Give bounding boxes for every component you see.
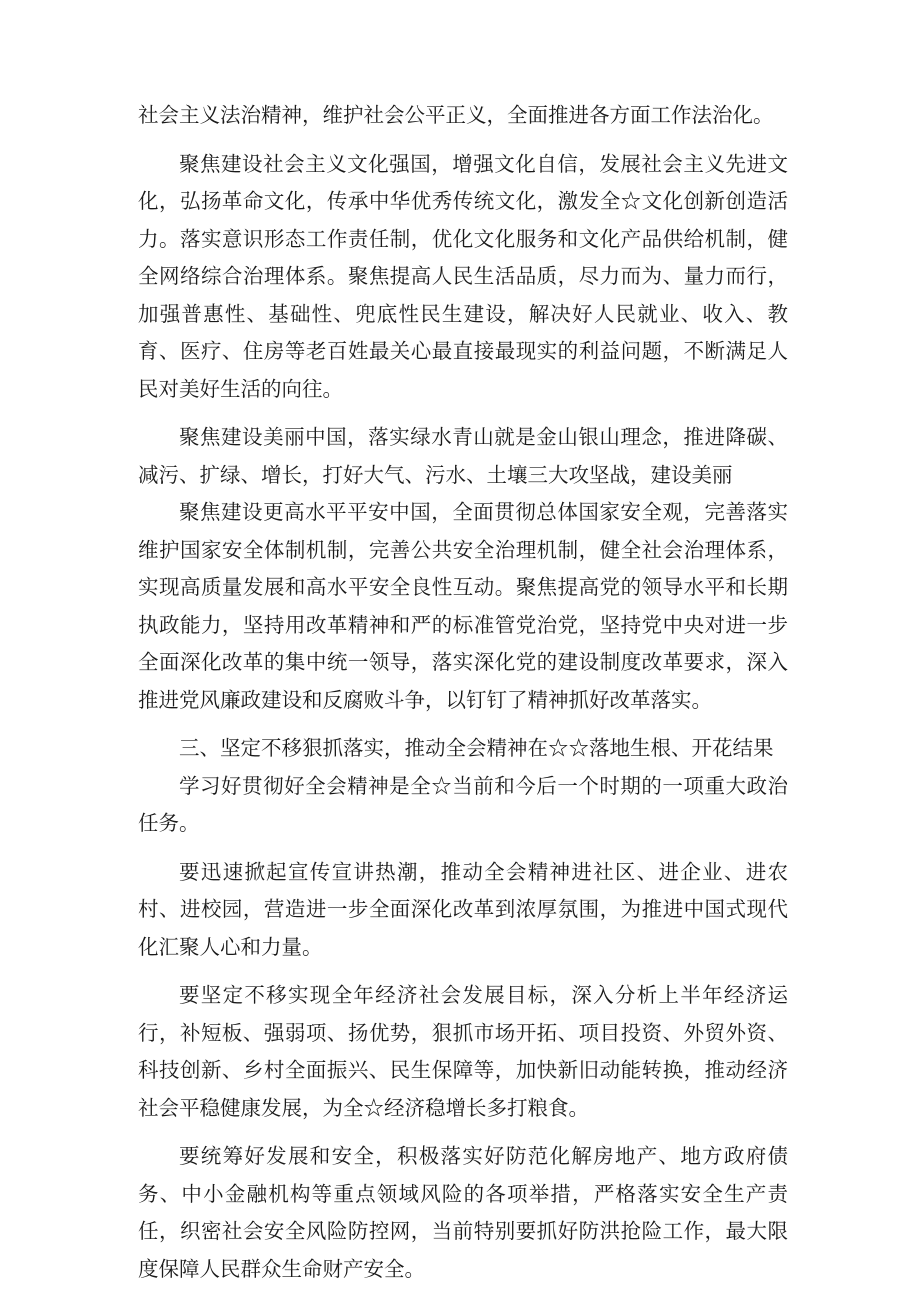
paragraph: 学习好贯彻好全会精神是全☆当前和今后一个时期的一项重大政治任务。 — [138, 773, 788, 835]
paragraph: 聚焦建设社会主义文化强国，增强文化自信，发展社会主义先进文化，弘扬革命文化，传承中华优秀传统文化，激发全☆文化创新创造活力。落实意识形态工作责任制，优化文化服务和文化产品供给机制，健全网络综合治理体系。聚焦提高人民生活品质，尽力而为、量力而行，加强普惠性、基础性、兜底性民生建设，解决好人民就业、收入、教育、医疗、住房等老百姓最关心最直接最现实的利益问题，不断满足人民对美好生活的向往。 — [138, 151, 788, 401]
section-heading: 三、坚定不移狠抓落实，推动全会精神在☆☆落地生根、开花结果 — [179, 736, 774, 760]
paragraph: 社会主义法治精神，维护社会公平正义，全面推进各方面工作法治化。 — [138, 103, 774, 127]
paragraph: 聚焦建设更高水平平安中国，全面贯彻总体国家安全观，完善落实维护国家安全体制机制，完善公共安全治理机制，健全社会治理体系，实现高质量发展和高水平安全良性互动。聚焦提高党的领导水平和长期执政能力，坚持用改革精神和严的标准管党治党，坚持党中央对进一步全面深化改革的集中统一领导，落实深化党的建设制度改革要求，深入推进党风廉政建设和反腐败斗争，以钉钉了精神抓好改革落实。 — [138, 500, 788, 712]
paragraph: 要迅速掀起宣传宣讲热潮，推动全会精神进社区、进企业、进农村、进校园，营造进一步全面深化改革到浓厚氛围，为推进中国式现代化汇聚人心和力量。 — [138, 859, 788, 959]
paragraph: 聚焦建设美丽中国，落实绿水青山就是金山银山理念，推进降碳、减污、扩绿、增长，打好大气、污水、土壤三大攻坚战，建设美丽 — [138, 425, 788, 487]
paragraph: 要统筹好发展和安全，积极落实好防范化解房地产、地方政府债务、中小金融机构等重点领域风险的各项举措，严格落实安全生产责任，织密社会安全风险防控网，当前特别要抓好防洪抢险工作，最大限度保障人民群众生命财产安全。 — [138, 1144, 788, 1281]
document-body — [138, 97, 788, 1288]
paragraph: 要坚定不移实现全年经济社会发展目标，深入分析上半年经济运行，补短板、强弱项、扬优势，狠抓市场开拓、项目投资、外贸外资、科技创新、乡村全面振兴、民生保障等，加快新旧动能转换，推动经济社会平稳健康发展，为全☆经济稳增长多打粮食。 — [138, 983, 788, 1120]
